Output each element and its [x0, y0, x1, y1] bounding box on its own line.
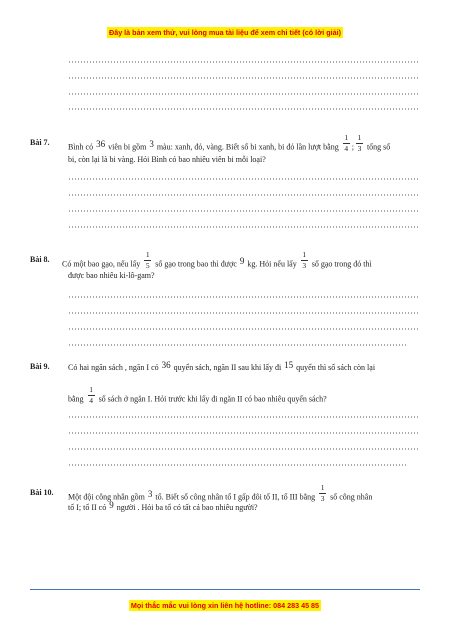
footer-hotline-text: Mọi thắc mắc vui lòng xin liên hệ hotline: 084 283 45 85 — [130, 601, 320, 610]
exercise-9-line-1: Có hai ngăn sách , ngăn I có 36 quyển sách, ngăn II sau khi lấy đi 15 quyển thì số sách còn lại — [68, 360, 376, 372]
exercise-7-line-2: bi, còn lại là bi vàng. Hỏi Bình có bao nhiêu viên bi mỗi loại? — [68, 155, 266, 164]
answer-line — [68, 344, 408, 346]
answer-line — [68, 448, 418, 450]
fraction: $\frac{1}{4}$ — [89, 385, 93, 405]
answer-line — [68, 194, 418, 196]
answer-line — [68, 464, 408, 466]
fraction: $\frac{1}{5}$ — [145, 250, 150, 270]
preview-banner — [0, 22, 450, 40]
fraction: $\frac{1}{3}$ — [357, 133, 362, 153]
answer-line — [68, 328, 418, 330]
preview-banner-text: Đây là bản xem thử, vui lòng mua tài liệu để xem chi tiết (có lời giải) — [109, 28, 341, 37]
exercise-8-line-1: Có một bao gạo, nếu lấy $\frac{1}{5}$ số gạo trong bao thì được 9 kg. Hỏi nếu lấy $\frac{1}{3}$ số gạo trong đó thì — [62, 250, 372, 270]
exercise-7-line-1: Bình có 36 viên bi gồm 3 màu: xanh, đỏ, vàng. Biết số bi xanh, bi đỏ lần lượt bằng $\frac{1}{4}$ ; $\frac{1}{3}$ tổng số — [68, 133, 391, 153]
answer-line — [68, 432, 418, 434]
answer-line — [68, 108, 418, 110]
answer-line — [68, 416, 418, 418]
footer-hotline — [0, 595, 450, 613]
exercise-10-line-1: Một đội công nhân gồm 3 tổ. Biết số công nhân tổ I gấp đôi tổ II, tổ III bằng $\frac{1}{3}$ số công nhân — [68, 483, 373, 503]
answer-line — [68, 210, 418, 212]
fraction: $\frac{1}{4}$ — [344, 133, 349, 153]
answer-line — [68, 312, 418, 314]
answer-line — [68, 93, 418, 95]
exercise-10-line-2: tổ I; tổ II có 9 người . Hỏi ba tổ có tất cả bao nhiêu người? — [68, 500, 258, 512]
exercise-9-label: Bài 9. — [30, 362, 50, 371]
answer-line — [68, 296, 418, 298]
exercise-7-label: Bài 7. — [30, 138, 50, 147]
answer-line — [68, 77, 418, 79]
exercise-8-label: Bài 8. — [30, 255, 50, 264]
answer-line — [68, 178, 418, 180]
exercise-10-label: Bài 10. — [30, 488, 54, 497]
fraction: $\frac{1}{3}$ — [320, 483, 325, 503]
answer-line — [68, 61, 418, 63]
answer-line — [68, 226, 418, 228]
footer-divider — [30, 589, 420, 590]
fraction: $\frac{1}{3}$ — [302, 250, 307, 270]
exercise-9-line-2: bằng $\frac{1}{4}$ số sách ở ngăn I. Hỏi trước khi lấy đi ngăn II có bao nhiêu quyển sách? — [68, 385, 327, 405]
exercise-8-line-2: được bao nhiêu ki-lô-gam? — [68, 271, 155, 280]
